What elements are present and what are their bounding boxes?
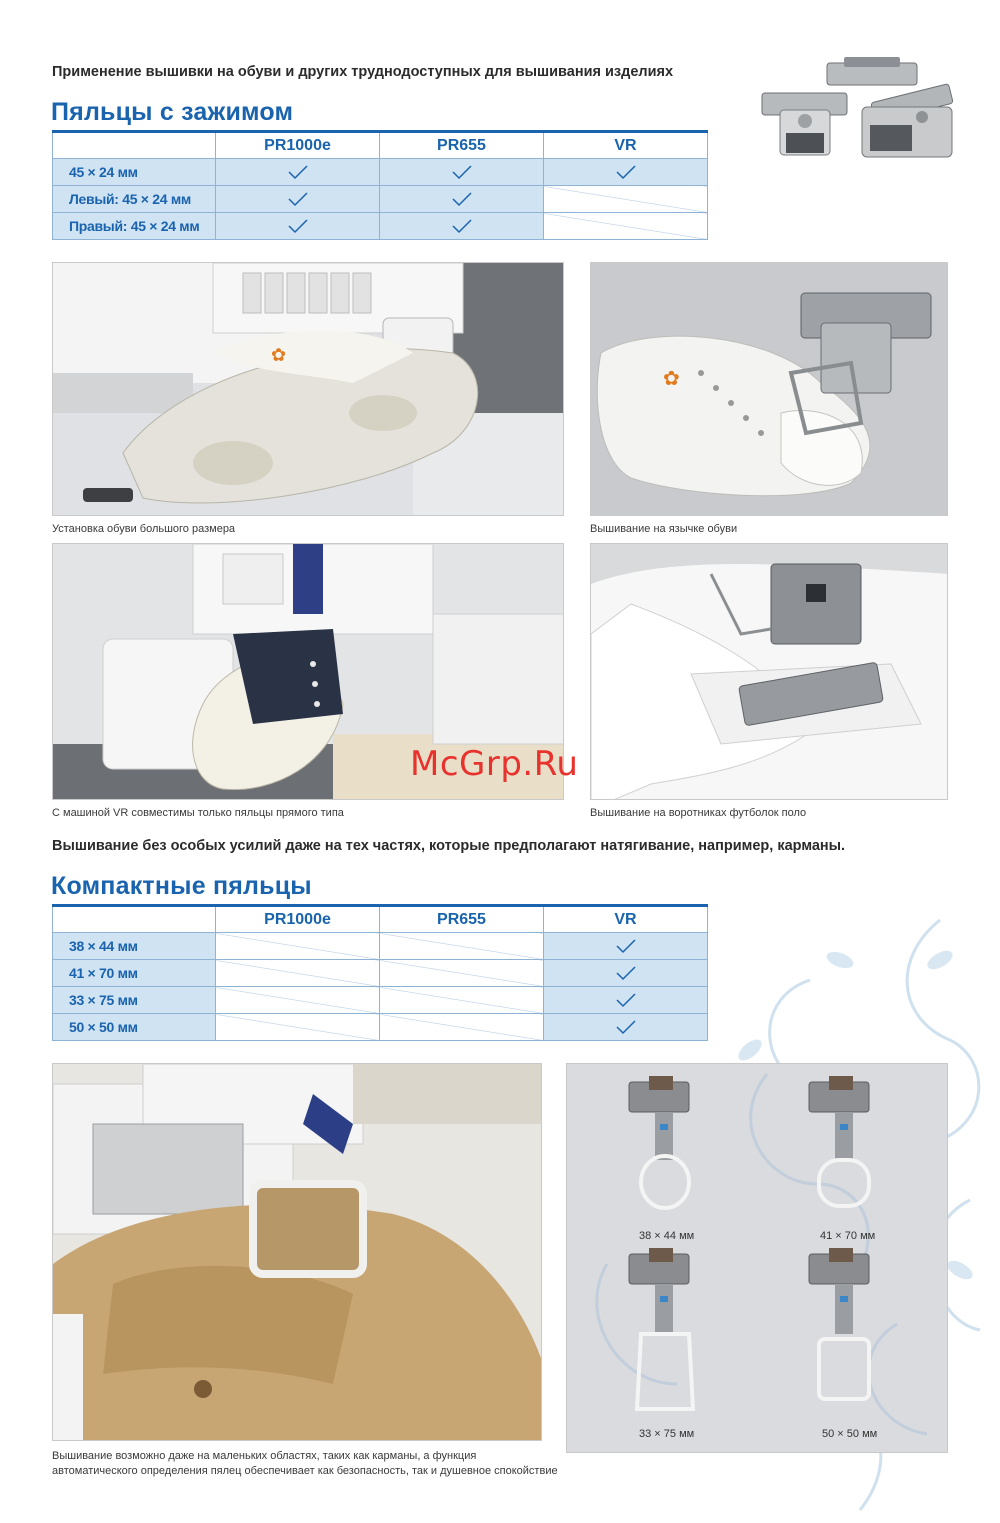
photo-polo-collar — [590, 543, 948, 800]
checkmark-icon — [451, 164, 473, 180]
shoe-tongue-illustration — [591, 263, 948, 516]
col-header: PR1000e — [216, 132, 380, 159]
table-row — [53, 186, 708, 213]
empty-cell — [380, 987, 544, 1014]
table-row — [53, 1014, 708, 1041]
empty-cell — [216, 987, 380, 1014]
photo-large-shoe — [52, 262, 564, 516]
hoops-panel — [566, 1063, 948, 1453]
photo1-caption: Установка обуви большого размера — [52, 523, 236, 535]
checkmark-icon — [615, 164, 637, 180]
check-cell — [544, 960, 708, 987]
empty-cell — [380, 1014, 544, 1041]
checkmark-icon — [287, 191, 309, 207]
compact-hoop-table — [52, 904, 708, 1041]
section2-title: Компактные пяльцы — [51, 872, 312, 900]
empty-cell — [216, 1014, 380, 1041]
intro-text: Применение вышивки на обуви и других труднодоступных для вышивания изделиях — [52, 64, 674, 80]
table-corner — [53, 132, 216, 159]
photo2-caption: Вышивание на язычке обуви — [590, 523, 738, 535]
col-header: PR1000e — [216, 906, 380, 933]
row-label: 45 × 24 мм — [53, 159, 216, 186]
col-header: PR655 — [380, 906, 544, 933]
hoop-caption: 50 × 50 мм — [822, 1428, 878, 1440]
col-header: VR — [544, 906, 708, 933]
table-row — [53, 960, 708, 987]
row-label: Правый: 45 × 24 мм — [53, 213, 216, 240]
svg-text:✿: ✿ — [663, 366, 680, 390]
table-header-row — [53, 132, 708, 159]
section1-title: Пяльцы с зажимом — [51, 98, 294, 126]
photo-shoe-tongue — [590, 262, 948, 516]
check-cell — [216, 186, 380, 213]
col-header: VR — [544, 132, 708, 159]
hoops-panel-background — [567, 1064, 948, 1453]
empty-cell — [216, 960, 380, 987]
clamp-hoop-table — [52, 130, 708, 240]
table-row — [53, 933, 708, 960]
intro-text-2: Вышивание без особых усилий даже на тех частях, которые предполагают натягивание, например, карманы. — [52, 838, 846, 854]
check-cell — [544, 1014, 708, 1041]
table-row — [53, 213, 708, 240]
row-label: 50 × 50 мм — [53, 1014, 216, 1041]
hoop-caption: 33 × 75 мм — [639, 1428, 695, 1440]
row-label: 38 × 44 мм — [53, 933, 216, 960]
table-row — [53, 159, 708, 186]
empty-cell — [216, 933, 380, 960]
check-cell — [380, 159, 544, 186]
check-cell — [544, 159, 708, 186]
empty-cell — [380, 933, 544, 960]
col-header: PR655 — [380, 132, 544, 159]
photo4-caption: Вышивание на воротниках футболок поло — [590, 807, 807, 819]
hoop-caption: 41 × 70 мм — [820, 1230, 876, 1242]
check-cell — [216, 213, 380, 240]
check-cell — [544, 933, 708, 960]
empty-cell — [544, 186, 708, 213]
watermark-text: McGrp.Ru — [410, 744, 579, 784]
checkmark-icon — [451, 218, 473, 234]
empty-cell — [544, 213, 708, 240]
checkmark-icon — [287, 218, 309, 234]
table-corner — [53, 906, 216, 933]
photo3-caption: С машиной VR совместимы только пяльцы прямого типа — [52, 807, 344, 819]
checkmark-icon — [287, 164, 309, 180]
check-cell — [544, 987, 708, 1014]
row-label: 41 × 70 мм — [53, 960, 216, 987]
empty-cell — [380, 960, 544, 987]
checkmark-icon — [615, 938, 637, 954]
check-cell — [380, 186, 544, 213]
jacket-pocket-illustration — [53, 1064, 542, 1441]
shoe-on-machine-illustration — [53, 263, 564, 516]
table-row — [53, 987, 708, 1014]
polo-collar-illustration — [591, 544, 948, 800]
row-label: Левый: 45 × 24 мм — [53, 186, 216, 213]
bottom-caption-line2: автоматического определения пялец обеспечивает как безопасность, так и душевное спокойствие — [52, 1465, 558, 1477]
photo-jacket-pocket — [52, 1063, 542, 1441]
checkmark-icon — [615, 965, 637, 981]
hoop-caption: 38 × 44 мм — [639, 1230, 695, 1242]
row-label: 33 × 75 мм — [53, 987, 216, 1014]
checkmark-icon — [615, 992, 637, 1008]
svg-text:✿: ✿ — [271, 345, 287, 366]
clamp-hoops-product-image — [752, 55, 982, 165]
check-cell — [380, 213, 544, 240]
table-header-row — [53, 906, 708, 933]
bottom-caption-line1: Вышивание возможно даже на маленьких областях, таких как карманы, а функция — [52, 1450, 477, 1462]
checkmark-icon — [615, 1019, 637, 1035]
checkmark-icon — [451, 191, 473, 207]
check-cell — [216, 159, 380, 186]
